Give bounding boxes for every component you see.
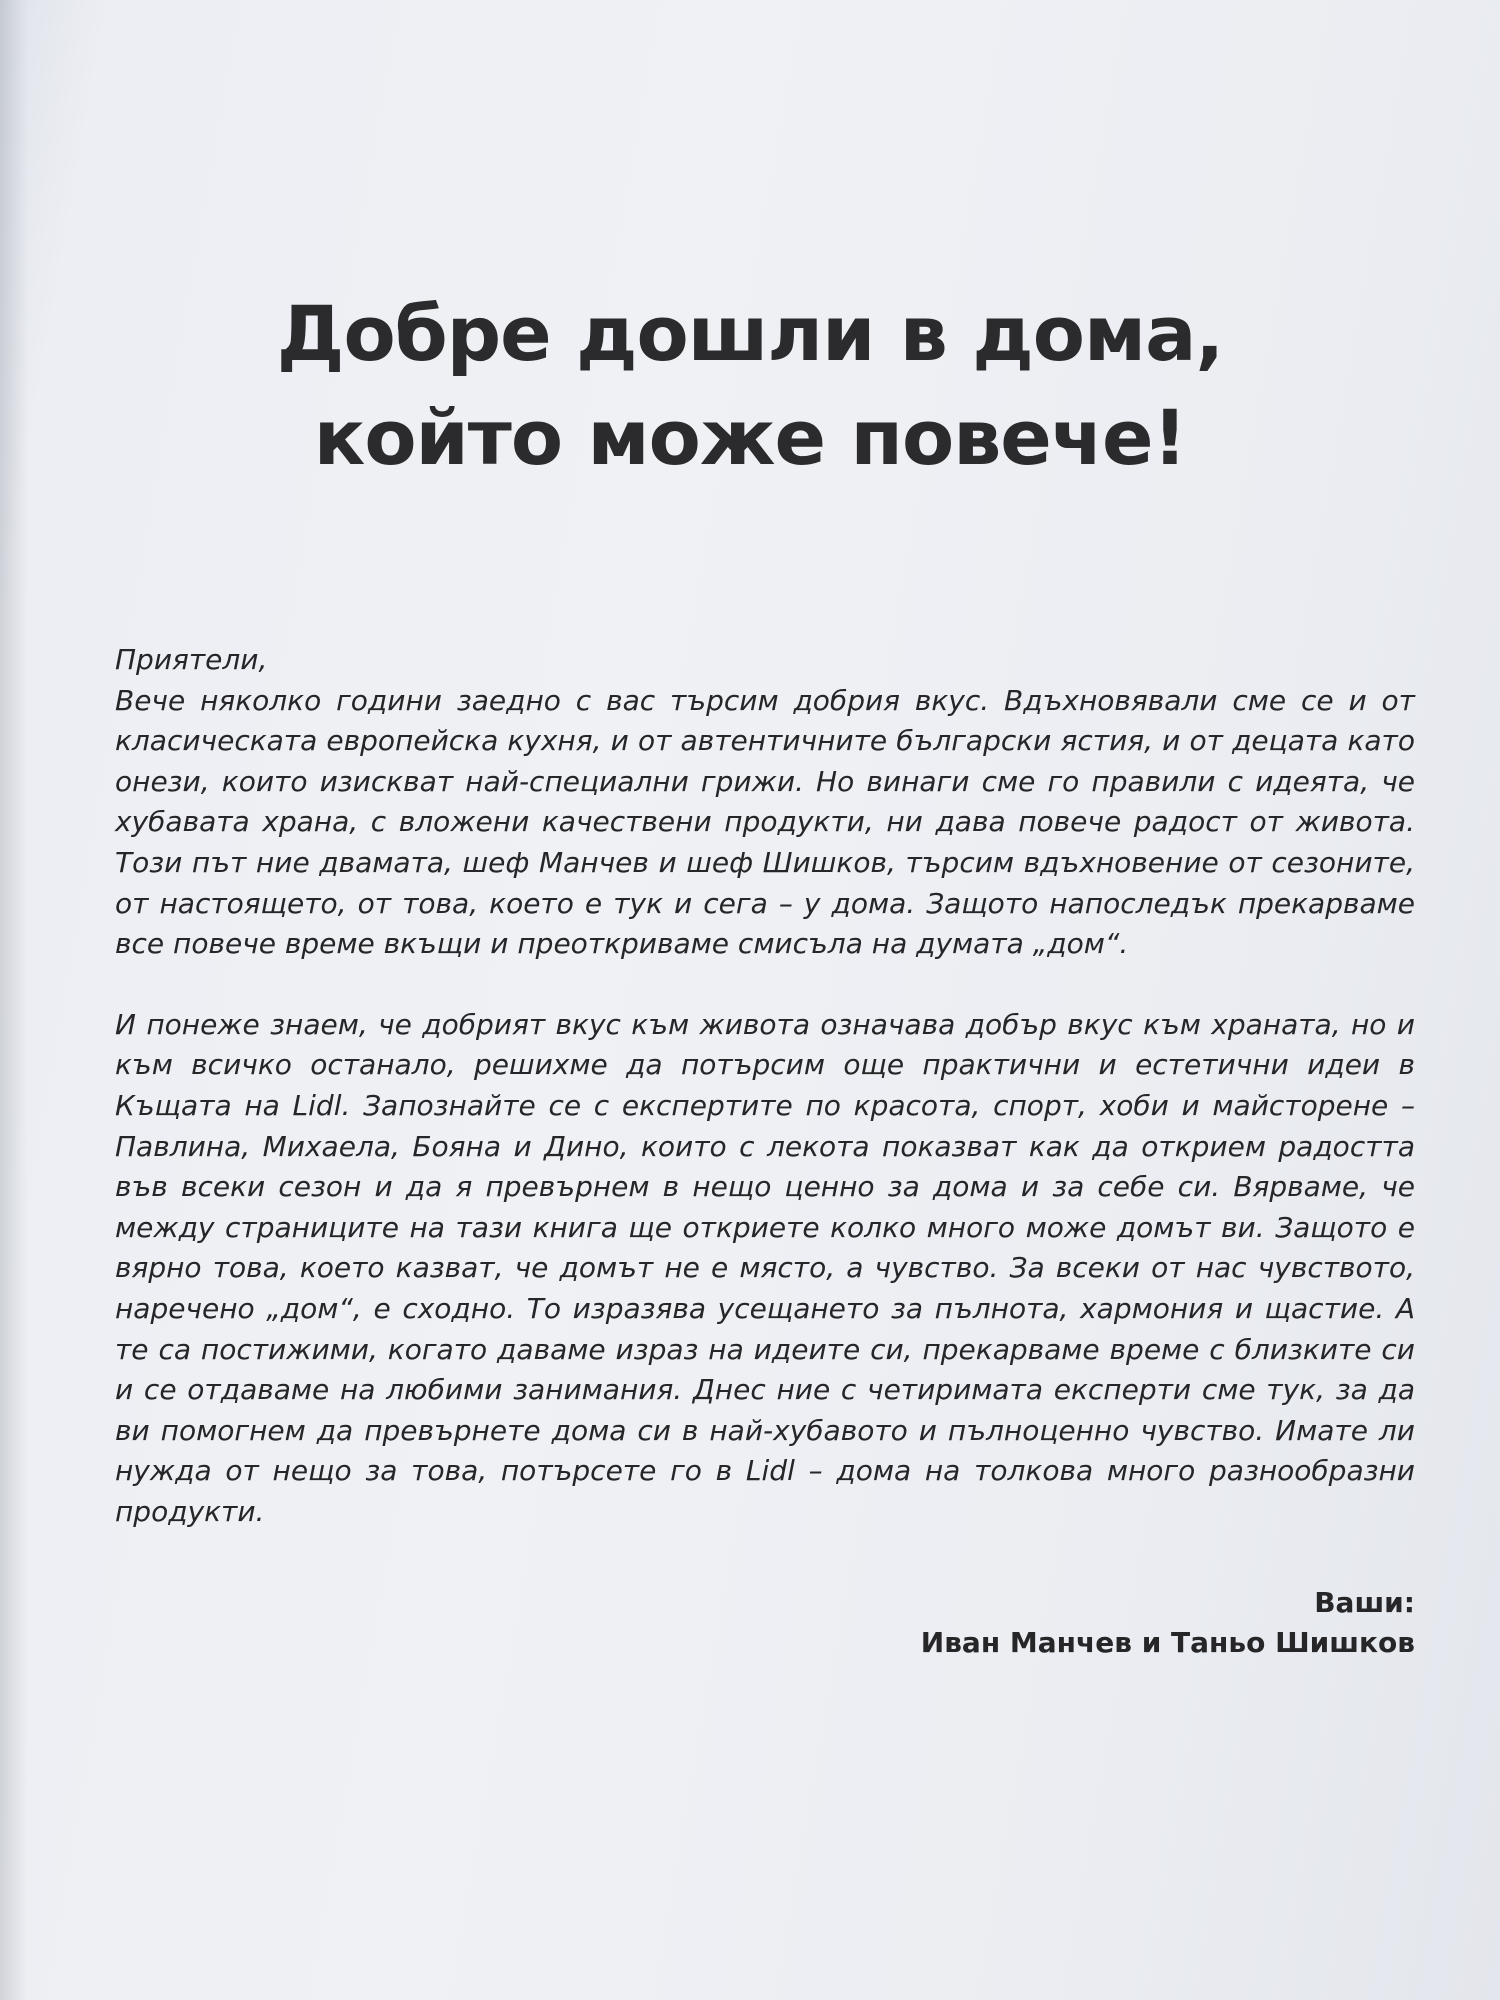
letter-greeting: Приятели, (115, 643, 268, 676)
letter-paragraph-2: И понеже знаем, че добрият вкус към живота означава добър вкус към храната, но и към всичко останало, решихме да потърсим още практични и естетични идеи в Къщата на Lidl. Запознайте се с експертите по красота, спорт, хоби и майсторене – Павлина, Михаела, Бояна и Дино, които с лекота показват как да открием радостта във всеки сезон и да я превърнем в нещо ценно за дома и за себе си. Вярваме, че между страниците на тази книга ще откриете колко много може домът ви. Защото е вярно това, което казват, че домът не е място, а чувство. За всеки от нас чувството, наречено „дом“, е сходно. То изразява усещането за пълнота, хармония и щастие. А те са постижими, когато даваме израз на идеите си, прекарваме време с близките си и се отдаваме на любими занимания. Днес ние с четиримата експерти сме тук, за да ви помогнем да превърнете дома си в най-хубавото и пълноценно чувство. Имате ли нужда от нещо за това, потърсете го в Lidl – дома на толкова много разнообразни продукти. (115, 1007, 1415, 1528)
title-line-2: който може повече! (313, 393, 1187, 482)
signature-line-1: Ваши: (1314, 1586, 1415, 1619)
signature-line-2: Иван Манчев и Таньо Шишков (920, 1626, 1415, 1659)
signature (921, 1583, 1415, 1663)
letter-paragraph-1: Вече няколко години заедно с вас търсим добрия вкус. Вдъхновявали сме се и от класическата европейска кухня, и от автентичните български ястия, и от децата като онези, които изискват най-специални грижи. Но винаги сме го правили с идеята, че хубавата храна, с вложени качествени продукти, ни дава повече радост от живота. Този път ние двамата, шеф Манчев и шеф Шишков, търсим вдъхновение от сезоните, от настоящето, от това, което е тук и сега – у дома. Защото напоследък прекарваме все повече време вкъщи и преоткриваме смисъла на думата „дом“. (115, 683, 1415, 961)
letter-body (115, 640, 1415, 1532)
page-title (0, 282, 1500, 490)
title-line-1: Добре дошли в дома, (276, 289, 1224, 378)
